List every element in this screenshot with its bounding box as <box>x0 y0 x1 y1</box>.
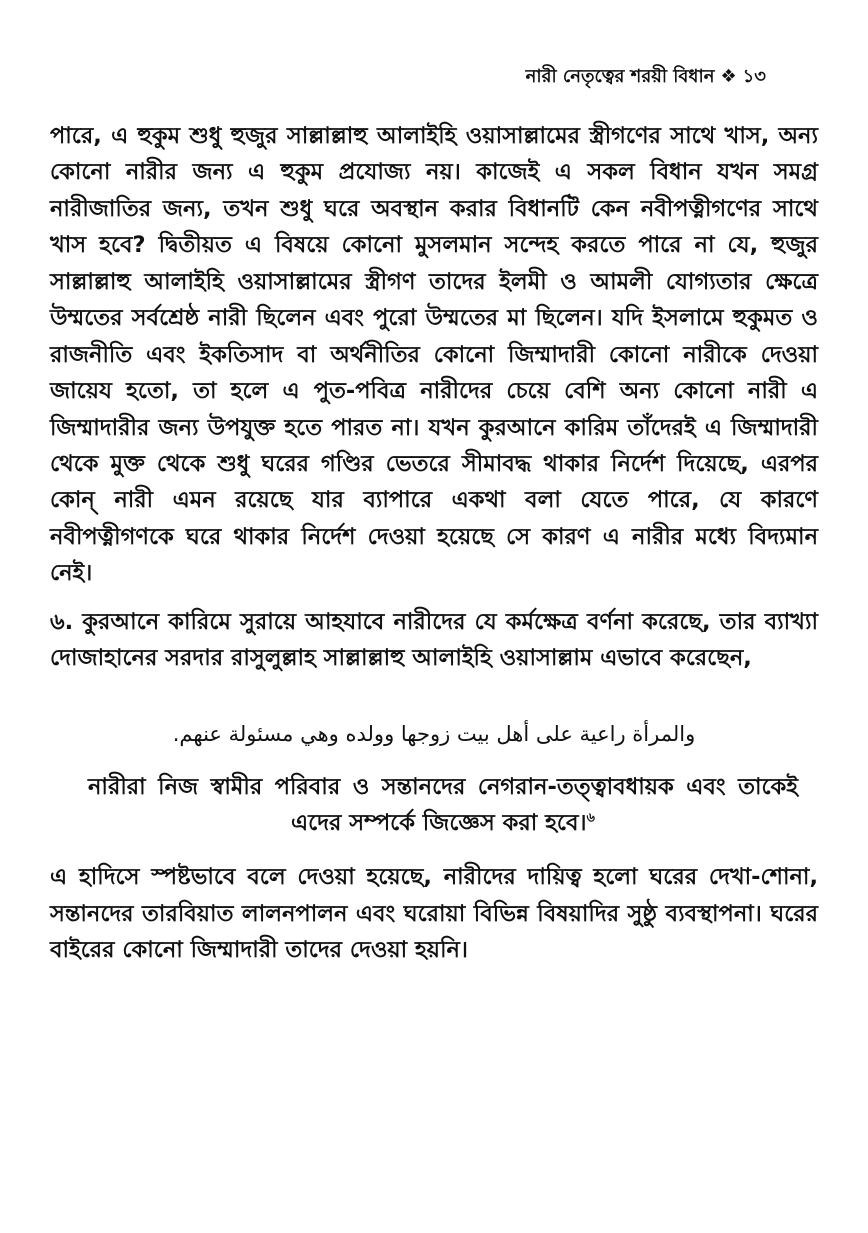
hadith-translation <box>88 769 798 842</box>
header-title: নারী নেতৃত্বের শরয়ী বিধান <box>525 66 715 87</box>
header-separator-icon: ❖ <box>720 66 737 87</box>
paragraph-1: পারে, এ হুকুম শুধু হুজুর সাল্লাল্লাহু আলাইহি ওয়াসাল্লামের স্ত্রীগণের সাথে খাস, অন্য কোনো নারীর জন্য এ হুকুম প্রযোজ্য নয়। কাজেই এ সকল বিধান যখন সমগ্র নারীজাতির জন্য, তখন শুধু ঘরে অবস্থান করার বিধানটি কেন নবীপত্নীগণের সাথে খাস হবে? দ্বিতীয়ত এ বিষয়ে কোনো মুসলমান সন্দেহ করতে পারে না যে, হুজুর সাল্লাল্লাহু আলাইহি ওয়াসাল্লামের স্ত্রীগণ তাদের ইলমী ও আমলী যোগ্যতার ক্ষেত্রে উম্মতের সর্বশ্রেষ্ঠ নারী ছিলেন এবং পুরো উম্মতের মা ছিলেন। যদি ইসলামে হুকুমত ও রাজনীতি এবং ইকতিসাদ বা অর্থনীতির কোনো জিম্মাদারী কোনো নারীকে দেওয়া জায়েয হতো, তা হলে এ পুত-পবিত্র নারীদের চেয়ে বেশি অন্য কোনো নারী এ জিম্মাদারীর জন্য উপযুক্ত হতে পারত না। যখন কুরআনে কারিম তাঁদেরই এ জিম্মাদারী থেকে মুক্ত থেকে শুধু ঘরের গণ্ডির ভেতরে সীমাবদ্ধ থাকার নির্দেশ দিয়েছে, এরপর কোন্ নারী এমন রয়েছে যার ব্যাপারে একথা বলা যেতে পারে, যে কারণে নবীপত্নীগণকে ঘরে থাকার নির্দেশ দেওয়া হয়েছে সে কারণ এ নারীর মধ্যে বিদ্যমান নেই। <box>50 123 818 587</box>
footnote-marker: ৬ <box>586 810 595 826</box>
running-header <box>526 62 766 93</box>
closing-paragraph: এ হাদিসে স্পষ্টভাবে বলে দেওয়া হয়েছে, নারীদের দায়িত্ব হলো ঘরের দেখা-শোনা, সন্তানদের তারবিয়াত লালনপালন এবং ঘরোয়া বিভিন্ন বিষয়াদির সুষ্ঠু ব্যবস্থাপনা। ঘরের বাইরের কোনো জিম্মাদারী তাদের দেওয়া হয়নি। <box>50 864 818 964</box>
hadith-arabic: والمرأة راعية على أهل بيت زوجها وولده وهي مسئولة عنهم. <box>172 721 696 746</box>
page-number: ১৩ <box>742 66 766 87</box>
page-body <box>50 118 818 969</box>
hadith-translation-text: নারীরা নিজ স্বামীর পরিবার ও সন্তানদের নেগরান-তত্ত্বাবধায়ক এবং তাকেই এদের সম্পর্কে জিজ্ঞেস করা হবে। <box>88 773 798 837</box>
paragraph-2: ৬. কুরআনে কারিমে সুরায়ে আহযাবে নারীদের যে কর্মক্ষেত্র বর্ণনা করেছে, তার ব্যাখ্যা দোজাহানের সরদার রাসুলুল্লাহ সাল্লাল্লাহু আলাইহি ওয়াসাল্লাম এভাবে করেছেন, <box>50 608 818 672</box>
